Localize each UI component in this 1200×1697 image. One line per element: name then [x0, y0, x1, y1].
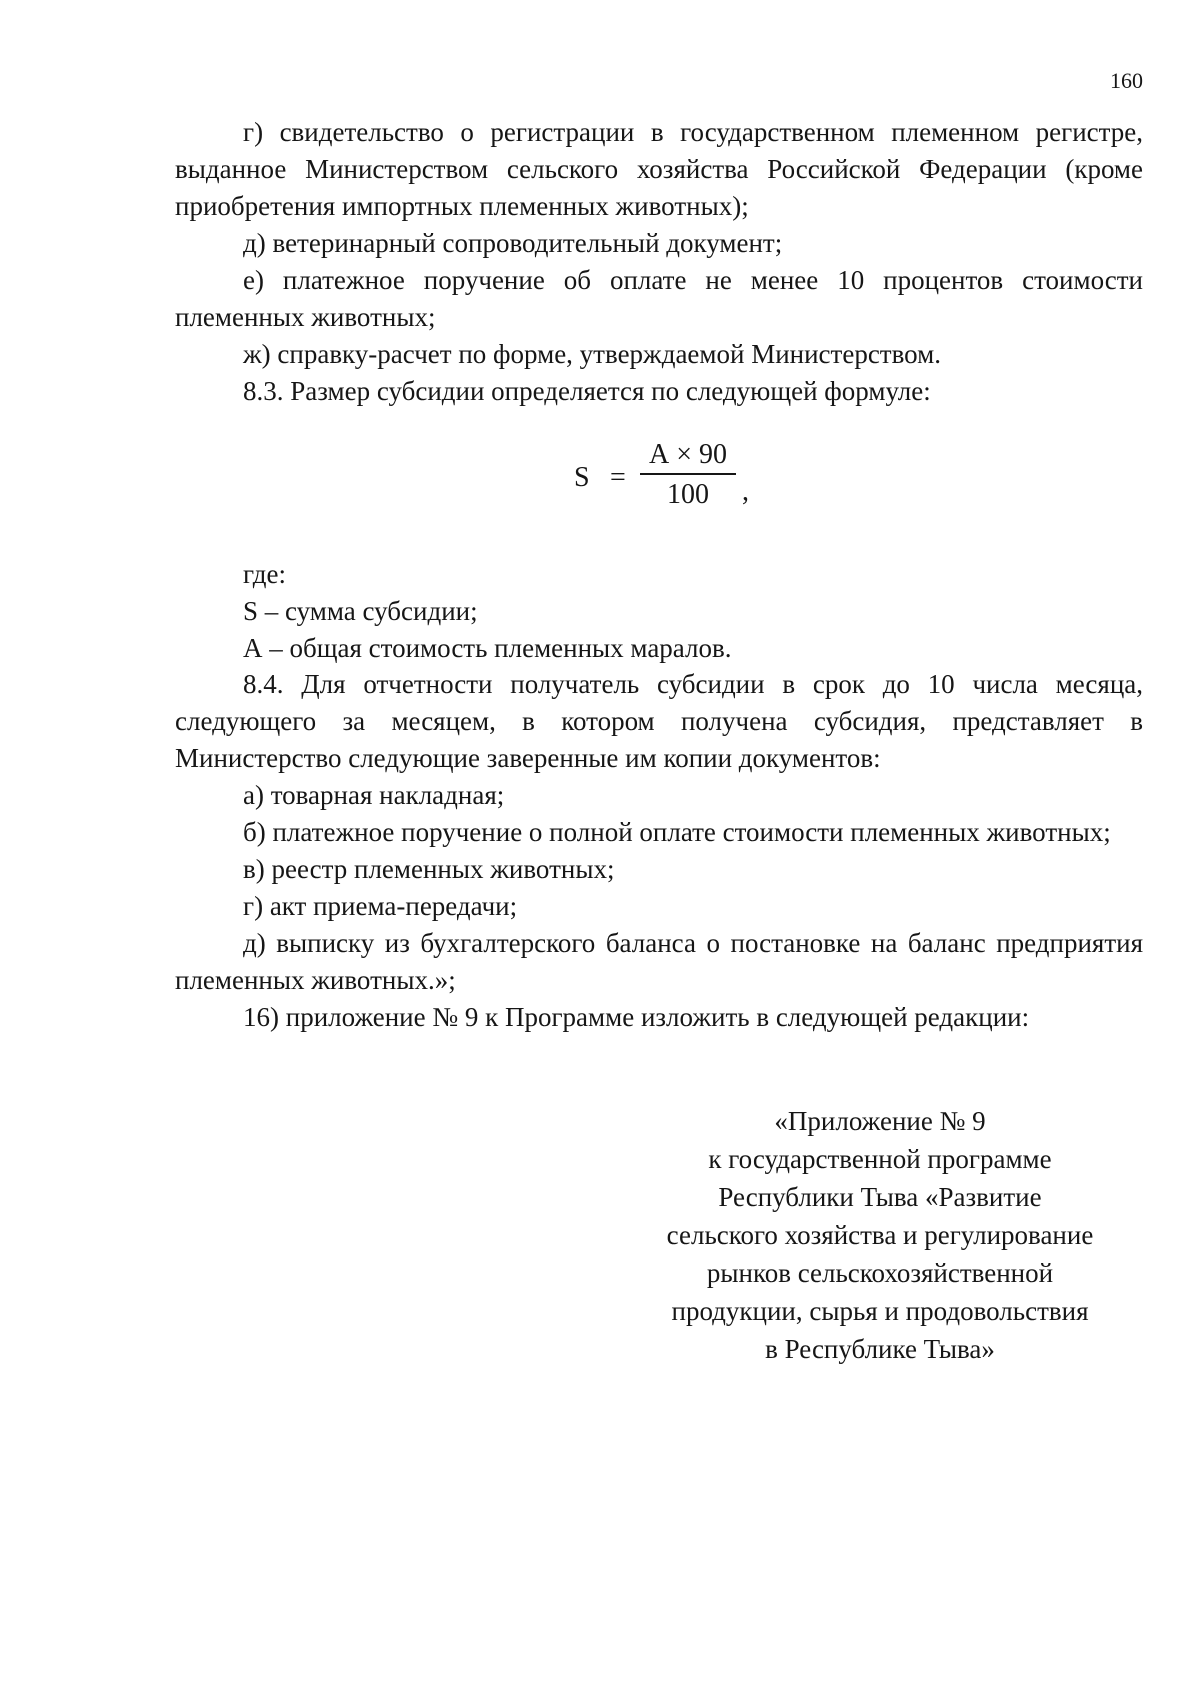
appendix-heading — [640, 1102, 1120, 1368]
formula-fraction-bar — [640, 473, 736, 475]
paragraph-reporting: 8.4. Для отчетности получатель субсидии в срок до 10 числа месяца, следующего за месяцем, в котором получена субсидия, представляет в Министерство следующие заверенные им копии документов: — [175, 669, 1143, 773]
page-number: 160 — [1110, 68, 1143, 93]
formula-lhs: S — [574, 462, 590, 493]
paragraph-invoice: а) товарная накладная; — [243, 780, 505, 810]
paragraph-registration-certificate: г) свидетельство о регистрации в государственном племенном регистре, выданное Министерством сельского хозяйства Российской Федерации (кроме приобретения импортных племенных животных); — [175, 117, 1143, 221]
paragraph-veterinary-document: д) ветеринарный сопроводительный документ; — [243, 228, 783, 258]
appendix-line: к государственной программе — [708, 1144, 1052, 1174]
legend-where: где: — [243, 559, 286, 589]
body-text-bottom — [175, 666, 1143, 1036]
formula-denominator: 100 — [667, 479, 709, 510]
appendix-line: Республики Тыва «Развитие — [718, 1182, 1042, 1212]
legend-a-definition: А – общая стоимость племенных маралов. — [243, 633, 732, 663]
appendix-line: рынков сельскохозяйственной — [706, 1258, 1054, 1288]
formula-numerator: А × 90 — [648, 439, 727, 470]
body-text-top — [175, 114, 1143, 410]
paragraph-subsidy-formula-intro: 8.3. Размер субсидии определяется по следующей формуле: — [243, 376, 931, 406]
appendix-line: сельского хозяйства и регулирование — [666, 1220, 1094, 1250]
paragraph-transfer-act: г) акт приема-передачи; — [243, 891, 518, 921]
appendix-line: «Приложение № 9 — [774, 1106, 986, 1136]
paragraph-payment-order: е) платежное поручение об оплате не менее 10 процентов стоимости племенных животных; — [175, 265, 1143, 332]
paragraph-animal-register: в) реестр племенных животных; — [243, 854, 615, 884]
formula-legend — [243, 556, 1143, 667]
appendix-line: в Республике Тыва» — [765, 1334, 995, 1364]
paragraph-balance-extract: д) выписку из бухгалтерского баланса о постановке на баланс предприятия племенных животных.»; — [175, 928, 1143, 995]
legend-s-definition: S – сумма субсидии; — [243, 596, 478, 626]
subsidy-formula — [0, 438, 1200, 518]
paragraph-calculation-certificate: ж) справку-расчет по форме, утверждаемой Министерством. — [243, 339, 941, 369]
formula-trailing-comma: , — [742, 476, 749, 507]
appendix-line: продукции, сырья и продовольствия — [671, 1296, 1089, 1326]
formula-fraction — [640, 438, 736, 512]
paragraph-full-payment-order: б) платежное поручение о полной оплате стоимости племенных животных; — [243, 817, 1111, 847]
paragraph-appendix-amendment: 16) приложение № 9 к Программе изложить в следующей редакции: — [243, 1002, 1030, 1032]
formula-equals: = — [610, 462, 626, 493]
